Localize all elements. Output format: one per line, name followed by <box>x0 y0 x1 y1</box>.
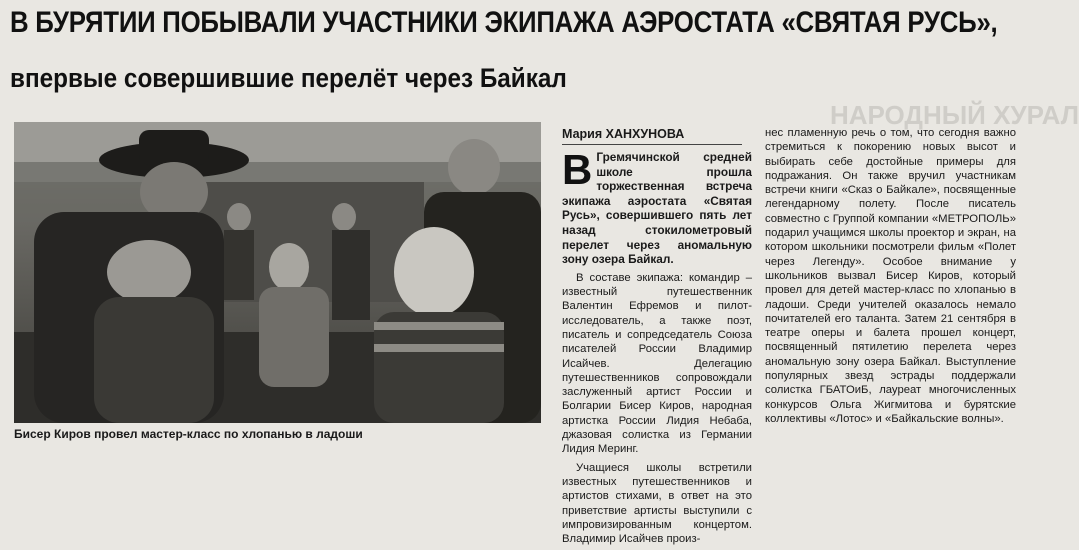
paragraph-speech: нес пламенную речь о том, что сегодня важно стремиться к покорению новых высот и выбирать себе достойные примеры для подражания. Он также вручил участникам встречи книги «Сказ о Байкале», посвященные легендарному полету. После писатель совместно с Группой компании «МЕТРОПОЛЬ» подарил учащимся школы проектор и экран, на котором школьники посмотрели фильм «Полет через Легенду». Особое внимание у школьников вызвал Бисер Киров, который провел для детей мастер-класс по хлопанью в ладоши. Среди учителей оказалось немало почитателей его таланта. Затем 21 сентября в театре оперы и балета прошел концерт, посвященный пятилетию перелета через аномальную зону озера Байкал. Выступление популярных звезд эстрады поддержали солистка ГБАТОиБ, лауреат многочисленных конкурсов Ольга Жигмитова и бурятские коллективы «Лотос» и «Байкальские волны». <box>765 127 1016 425</box>
author-divider <box>562 144 742 145</box>
article-subheadline: впервые совершившие перелёт через Байкал <box>10 63 567 93</box>
lead-paragraph <box>562 146 752 267</box>
article-column-1 <box>562 146 752 550</box>
adjacent-article-heading: НАРОДНЫЙ ХУРАЛ <box>830 100 1079 130</box>
photo-caption: Бисер Киров провел мастер-класс по хлопанью в ладоши <box>14 427 363 441</box>
lead-text: Гремячинской средней школе прошла торжественная встреча экипажа аэростата «Святая Русь», совершившего пять лет назад стокилометровый перелет через аномальную зону озера Байкал. <box>562 150 752 267</box>
article-photo <box>14 122 541 423</box>
photo-illustration <box>14 122 541 423</box>
drop-cap: В <box>562 146 593 193</box>
paragraph-crew: В составе экипажа: командир – известный путешественник Валентин Ефремов и пилот-исследователь, а также поэт, писатель и сопредседатель Союза писателей России Владимир Исайчев. Делегацию путешественников сопровождали заслуженный артист России и Болгарии Бисер Киров, народная артистка России Лидия Небаба, джазовая солистка из Германии Лидия Меринг. <box>562 271 752 456</box>
article-author: Мария ХАНХУНОВА <box>562 127 685 141</box>
article-column-2 <box>765 126 1016 430</box>
paragraph-students: Учащиеся школы встретили известных путешественников и артистов стихами, в ответ на это приветствие артисты выступили с импровизированным концертом. Владимир Исайчев произ- <box>562 461 752 546</box>
article-headline: В БУРЯТИИ ПОБЫВАЛИ УЧАСТНИКИ ЭКИПАЖА АЭРОСТАТА «СВЯТАЯ РУСЬ», <box>10 6 998 39</box>
